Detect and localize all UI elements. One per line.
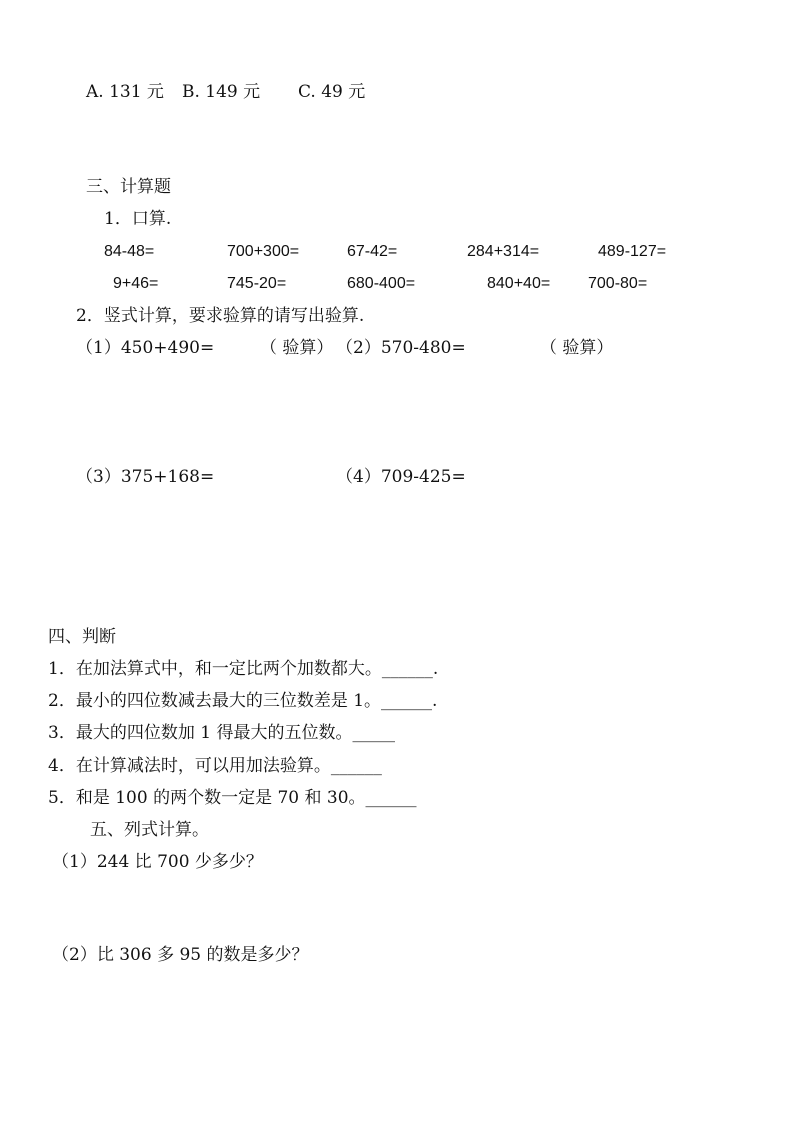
section-3-heading: 三、计算题: [86, 177, 171, 197]
vertical-calc-4: （4）709-425=: [336, 467, 466, 487]
judgement-item: 3．最大的四位数加 1 得最大的五位数。_____: [48, 723, 395, 743]
check-note-2: （ 验算）: [540, 338, 614, 358]
judgement-item: 1．在加法算式中，和一定比两个加数都大。______.: [48, 659, 439, 679]
option-b: B. 149 元: [182, 82, 261, 102]
option-c: C. 49 元: [298, 82, 366, 102]
mental-calc-item: 745-20=: [227, 275, 287, 292]
mental-calc-item: 840+40=: [487, 275, 551, 292]
section-5-heading: 五、列式计算。: [90, 820, 209, 840]
mental-calc-item: 680-400=: [347, 275, 416, 292]
q1-label: 1．口算.: [104, 209, 172, 229]
mental-calc-item: 700-80=: [588, 275, 648, 292]
option-a: A. 131 元: [86, 82, 164, 102]
word-problem-2: （2）比 306 多 95 的数是多少？: [52, 945, 309, 965]
judgement-item: 5．和是 100 的两个数一定是 70 和 30。______: [48, 788, 417, 808]
mental-calc-item: 67-42=: [347, 243, 398, 260]
mental-calc-item: 284+314=: [467, 243, 540, 260]
check-note-1: （ 验算）: [260, 338, 334, 358]
mental-calc-item: 9+46=: [113, 275, 159, 292]
judgement-item: 2．最小的四位数减去最大的三位数差是 1。______.: [48, 691, 438, 711]
judgement-item: 4．在计算减法时，可以用加法验算。______: [48, 756, 382, 776]
word-problem-1: （1）244 比 700 少多少？: [52, 852, 263, 872]
mental-calc-item: 700+300=: [227, 243, 300, 260]
mental-calc-item: 84-48=: [104, 243, 155, 260]
q2-label: 2．竖式计算，要求验算的请写出验算.: [76, 306, 365, 326]
mental-calc-item: 489-127=: [598, 243, 667, 260]
section-4-heading: 四、判断: [48, 627, 116, 647]
vertical-calc-3: （3）375+168=: [76, 467, 215, 487]
vertical-calc-1: （1）450+490=: [76, 338, 215, 358]
vertical-calc-2: （2）570-480=: [336, 338, 466, 358]
